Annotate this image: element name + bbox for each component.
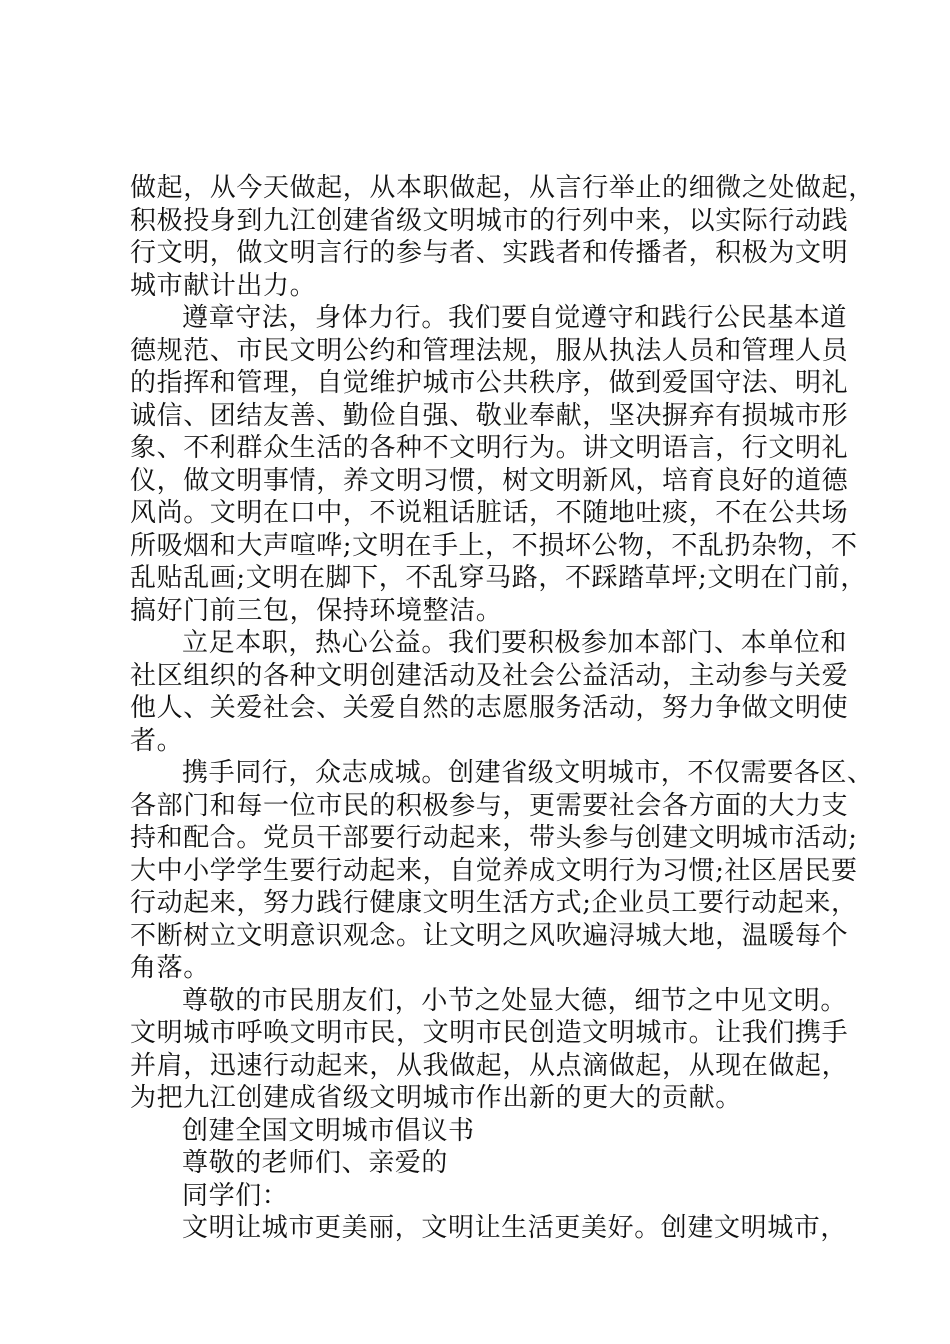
text-line: 携手同行，众志成城。创建省级文明城市，不仅需要各区、 — [182, 758, 874, 788]
text-line: 立足本职，热心公益。我们要积极参加本部门、本单位和 — [182, 628, 848, 658]
text-line: 文明让城市更美丽，文明让生活更美好。创建文明城市， — [182, 1213, 848, 1243]
text-line: 积极投身到九江创建省级文明城市的行列中来，以实际行动践 — [130, 205, 849, 236]
text-line: 象、不利群众生活的各种不文明行为。讲文明语言，行文明礼 — [130, 433, 849, 463]
text-line: 尊敬的市民朋友们，小节之处显大德，细节之中见文明。 — [182, 985, 848, 1016]
text-line: 乱贴乱画;文明在脚下，不乱穿马路，不踩踏草坪;文明在门前， — [130, 563, 867, 593]
text-line: 风尚。文明在口中，不说粗话脏话，不随地吐痰，不在公共场 — [130, 498, 849, 528]
text-line: 者。 — [130, 725, 184, 756]
text-line: 搞好门前三包，保持环境整洁。 — [130, 595, 503, 626]
text-line: 所吸烟和大声喧哗;文明在手上，不损坏公物，不乱扔杂物，不 — [130, 530, 858, 561]
text-line: 城市献计出力。 — [130, 270, 317, 301]
text-line: 文明城市呼唤文明市民，文明市民创造文明城市。让我们携手 — [130, 1018, 849, 1048]
text-line: 角落。 — [130, 953, 210, 983]
text-line: 做起，从今天做起，从本职做起，从言行举止的细微之处做起， — [130, 173, 875, 203]
text-line: 大中小学学生要行动起来，自觉养成文明行为习惯;社区居民要 — [130, 855, 858, 886]
text-line: 的指挥和管理，自觉维护城市公共秩序，做到爱国守法、明礼 — [130, 368, 849, 398]
document-body — [130, 172, 875, 1245]
text-line: 为把九江创建成省级文明城市作出新的更大的贡献。 — [130, 1083, 742, 1113]
text-line: 各部门和每一位市民的积极参与，更需要社会各方面的大力支 — [130, 790, 849, 821]
text-line: 持和配合。党员干部要行动起来，带头参与创建文明城市活动; — [130, 823, 858, 853]
text-line: 社区组织的各种文明创建活动及社会公益活动，主动参与关爱 — [130, 660, 849, 691]
text-line: 并肩，迅速行动起来，从我做起，从点滴做起，从现在做起， — [130, 1050, 849, 1081]
text-line: 遵章守法，身体力行。我们要自觉遵守和践行公民基本道 — [182, 303, 848, 333]
text-line: 诚信、团结友善、勤俭自强、敬业奉献，坚决摒弃有损城市形 — [130, 400, 849, 431]
text-line: 行动起来，努力践行健康文明生活方式;企业员工要行动起来， — [130, 888, 858, 918]
text-line: 仪，做文明事情，养文明习惯，树文明新风，培育良好的道德 — [130, 465, 849, 496]
text-line: 行文明，做文明言行的参与者、实践者和传播者，积极为文明 — [130, 238, 849, 268]
text-line: 不断树立文明意识观念。让文明之风吹遍浔城大地，温暖每个 — [130, 920, 849, 951]
text-line: 尊敬的老师们、亲爱的 — [182, 1148, 449, 1178]
text-line: 德规范、市民文明公约和管理法规，服从执法人员和管理人员 — [130, 335, 849, 366]
text-line: 他人、关爱社会、关爱自然的志愿服务活动，努力争做文明使 — [130, 693, 849, 723]
text-line: 同学们： — [182, 1180, 289, 1211]
text-line: 创建全国文明城市倡议书 — [182, 1115, 475, 1146]
